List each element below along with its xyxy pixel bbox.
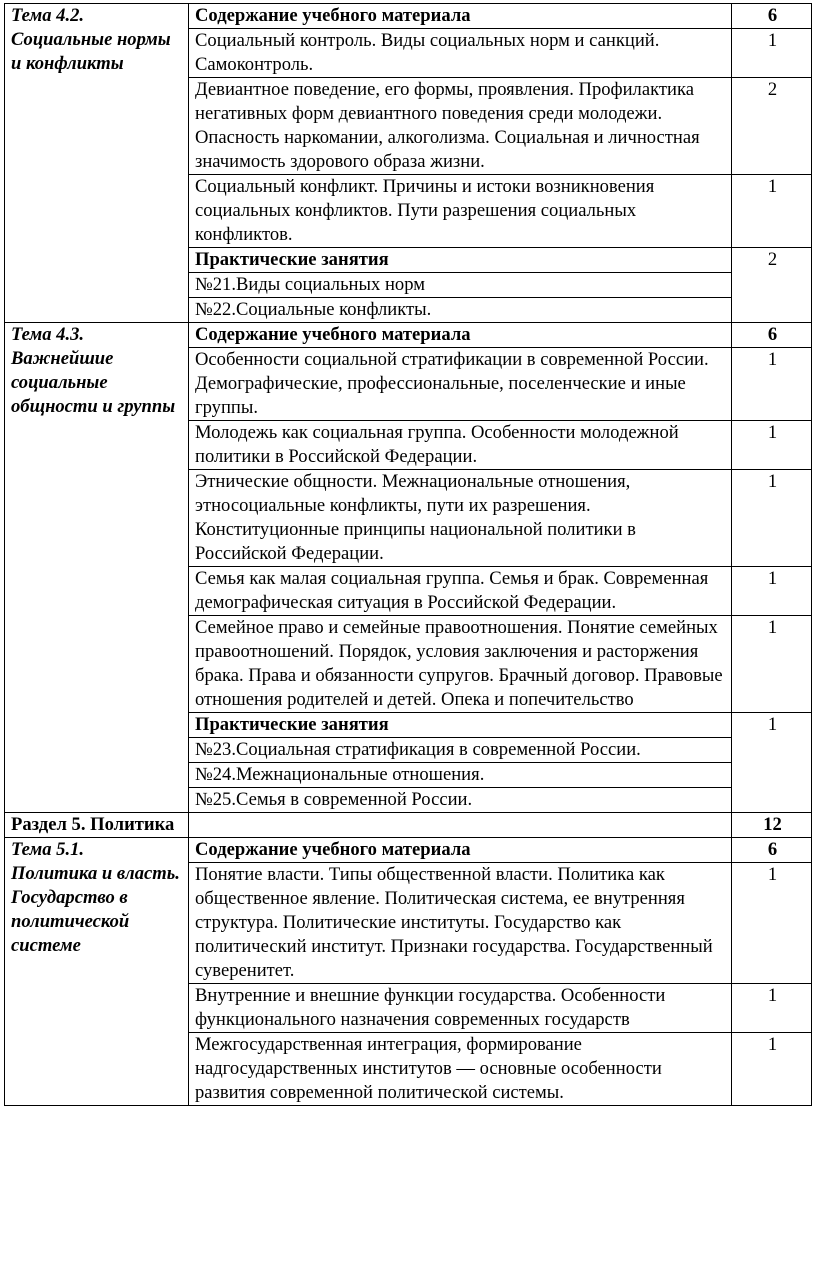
topic-number: Тема 4.3. [11,324,85,345]
hours-value: 1 [732,863,812,984]
practice-item: №23.Социальная стратификация в современной России. [189,738,732,763]
hours-value: 1 [732,616,812,713]
hours-total: 6 [732,838,812,863]
table-row [5,813,812,838]
hours-total: 6 [732,323,812,348]
section-title: Раздел 5. Политика [5,813,189,838]
hours-value: 1 [732,29,812,78]
content-item: Этнические общности. Межнациональные отношения, этносоциальные конфликты, пути их разрешения. Конституционные принципы национальной политики в Российской Федерации. [189,470,732,567]
curriculum-table [4,3,812,1106]
hours-value: 1 [732,421,812,470]
hours-value: 1 [732,1033,812,1106]
content-item: Молодежь как социальная группа. Особенности молодежной политики в Российской Федерации. [189,421,732,470]
section-empty-cell [189,813,732,838]
content-item: Семейное право и семейные правоотношения. Понятие семейных правоотношений. Порядок, условия заключения и расторжения брака. Права и обязанности супругов. Брачный договор. Правовые отношения родителей и детей. Опека и попечительство [189,616,732,713]
hours-value: 1 [732,348,812,421]
hours-value: 1 [732,984,812,1033]
topic-cell-4-3 [5,323,189,813]
hours-total: 6 [732,4,812,29]
hours-value: 1 [732,175,812,248]
content-header: Содержание учебного материала [189,323,732,348]
table-row [5,323,812,348]
topic-cell-5-1 [5,838,189,1106]
content-item: Особенности социальной стратификации в современной России. Демографические, профессиональные, поселенческие и иные группы. [189,348,732,421]
content-item: Межгосударственная интеграция, формирование надгосударственных институтов — основные особенности развития современной политической системы. [189,1033,732,1106]
content-header: Содержание учебного материала [189,838,732,863]
practice-item: №25.Семья в современной России. [189,788,732,813]
topic-number: Тема 4.2. [11,5,85,26]
section-hours: 12 [732,813,812,838]
table-row [5,838,812,863]
content-item: Семья как малая социальная группа. Семья и брак. Современная демографическая ситуация в Российской Федерации. [189,567,732,616]
hours-value: 1 [732,470,812,567]
practice-item: №21.Виды социальных норм [189,273,732,298]
topic-number: Тема 5.1. [11,839,85,860]
content-item: Социальный конфликт. Причины и истоки возникновения социальных конфликтов. Пути разрешения социальных конфликтов. [189,175,732,248]
practice-header: Практические занятия [189,713,732,738]
hours-value: 1 [732,567,812,616]
practice-item: №24.Межнациональные отношения. [189,763,732,788]
content-item: Социальный контроль. Виды социальных норм и санкций. Самоконтроль. [189,29,732,78]
content-item: Понятие власти. Типы общественной власти. Политика как общественное явление. Политическая система, ее внутренняя структура. Политические институты. Государство как политический институт. Признаки государства. Государственный суверенитет. [189,863,732,984]
topic-cell-4-2 [5,4,189,323]
content-item: Девиантное поведение, его формы, проявления. Профилактика негативных форм девиантного поведения среди молодежи. Опасность наркомании, алкоголизма. Социальная и личностная значимость здорового образа жизни. [189,78,732,175]
practice-header: Практические занятия [189,248,732,273]
practice-hours: 1 [732,713,812,813]
content-header: Содержание учебного материала [189,4,732,29]
practice-hours: 2 [732,248,812,323]
table-row [5,4,812,29]
topic-title: Социальные нормы и конфликты [11,29,171,74]
hours-value: 2 [732,78,812,175]
practice-item: №22.Социальные конфликты. [189,298,732,323]
topic-title: Политика и власть. Государство в политической системе [11,863,180,956]
content-item: Внутренние и внешние функции государства. Особенности функционального назначения современных государств [189,984,732,1033]
topic-title: Важнейшие социальные общности и группы [11,348,176,417]
